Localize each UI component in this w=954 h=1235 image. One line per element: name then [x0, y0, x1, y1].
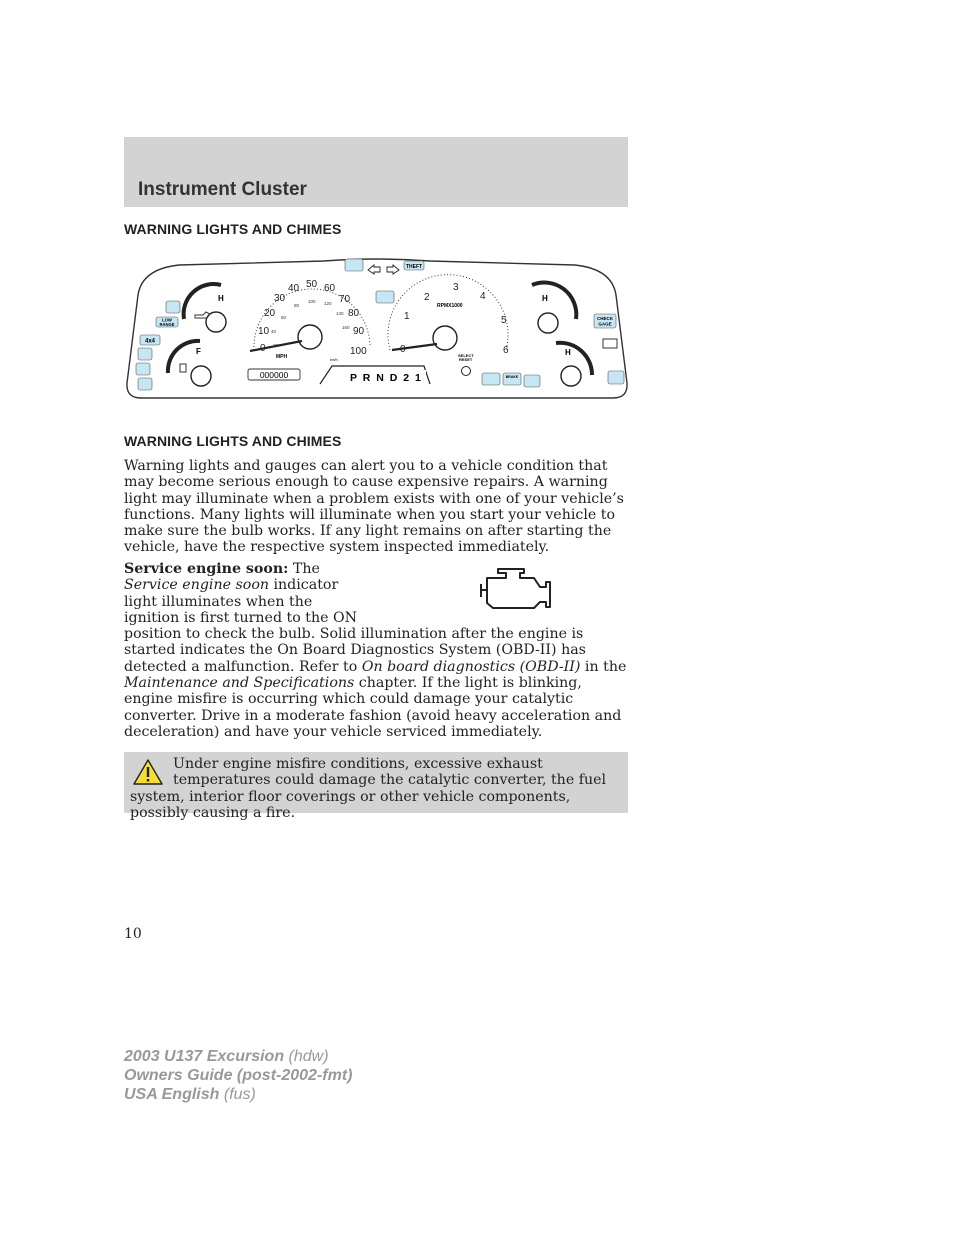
reset-label: RESET [459, 357, 473, 362]
page-title: Instrument Cluster [138, 179, 307, 200]
rpm-2: 2 [424, 292, 430, 303]
right-lower-hot-label: H [565, 348, 571, 357]
speed-70: 70 [339, 294, 351, 305]
rpm-3: 3 [453, 282, 459, 293]
intro-paragraph: Warning lights and gauges can alert you to a vehicle condition that may become serious enough to cause expensive repairs. A warning light may illuminate when a problem exists with one of your vehicle’s functions. Many lights will illuminate when you start your vehicle to make sure the bulb works. If any light remains on after starting the vehicle, have the respective system inspected immediately. [124, 458, 624, 556]
rpm-4: 4 [480, 291, 486, 302]
rpm-6: 6 [503, 345, 509, 356]
oil-can-icon [195, 312, 210, 318]
kmh-120: 120 [324, 301, 332, 306]
kmh-160: 160 [342, 325, 350, 330]
service-engine-paragraph [124, 561, 628, 740]
fuel-gauge [184, 284, 226, 332]
kmh-60: 60 [281, 315, 287, 320]
instrument-cluster-illustration [124, 255, 630, 403]
figure-heading: WARNING LIGHTS AND CHIMES [124, 221, 342, 237]
mph-unit: MPH [276, 354, 288, 360]
select-label: SELECT [458, 353, 474, 358]
warning-text [130, 756, 622, 821]
italic-run: On board diagnostics (OBD-II) [361, 658, 581, 675]
italic-run: Service engine soon [124, 577, 269, 594]
fuel-full-label: F [196, 347, 201, 356]
kmh-80: 80 [294, 303, 300, 308]
footer-line2: Owners Guide (post-2002-fmt) [124, 1067, 353, 1084]
rpm-0: 0 [400, 344, 406, 355]
left-indicator-column [136, 301, 180, 390]
text-run: The [288, 561, 320, 577]
speed-20: 20 [264, 308, 276, 319]
odometer [248, 369, 300, 380]
rpm-5: 5 [501, 315, 507, 326]
odometer-value: 000000 [259, 370, 289, 380]
text-run: indicator light illuminates when the ignition is first turned to the ON position to check the bulb. Solid illumination after the engine is started indicates the On Board Diagnostics System (OBD-II) has detected a malfunction. Refer to [124, 577, 586, 675]
4x4-label: 4x4 [144, 338, 156, 345]
speed-0: 0 [260, 343, 266, 354]
kmh-unit: km/h [330, 358, 338, 362]
text-run: in the [580, 658, 627, 675]
speed-10: 10 [258, 326, 270, 337]
warning-message: Under engine misfire conditions, excessive exhaust temperatures could damage the catalytic converter, the fuel system, interior floor coverings or other vehicle components, possibly causing a fire. [130, 756, 607, 821]
text-run: chapter. If the light is blinking, engine misfire is occurring which could damage your catalytic converter. Drive in a moderate fashion (avoid heavy acceleration and deceleration) and have your vehicle serviced immediately. [124, 675, 622, 740]
top-indicator-row [345, 259, 424, 303]
footer [124, 1047, 352, 1104]
warning-box [124, 752, 628, 821]
footer-line1: 2003 U137 Excursion [124, 1048, 285, 1065]
kmh-40: 40 [271, 329, 277, 334]
fuel-pump-icon [180, 364, 186, 372]
rpm-1: 1 [404, 311, 410, 322]
bottom-right-indicators [482, 373, 540, 387]
kmh-20: 20 [273, 343, 279, 348]
turn-arrow-icon [387, 265, 399, 274]
italic-run: Maintenance and Specifications [124, 675, 355, 692]
low-range-label-1: LOW [162, 317, 172, 323]
tachometer [388, 275, 509, 376]
temp-hot-label: H [218, 294, 224, 303]
speed-60: 60 [324, 283, 336, 294]
speed-50: 50 [306, 279, 318, 290]
header-band [124, 137, 628, 207]
right-hot-label: H [542, 294, 548, 303]
kmh-100: 100 [308, 299, 316, 304]
right-lower-gauge [556, 339, 624, 386]
speed-40: 40 [288, 283, 300, 294]
footer-line1-code: (hdw) [288, 1048, 329, 1065]
footer-line3-code: (fus) [223, 1086, 256, 1103]
battery-icon [603, 339, 617, 348]
speed-30: 30 [274, 293, 286, 304]
select-reset-button [462, 367, 471, 376]
brake-label: BRAKE [505, 375, 519, 379]
right-upper-gauge [532, 283, 616, 333]
service-engine-label: Service engine soon: [124, 561, 289, 577]
section-heading: WARNING LIGHTS AND CHIMES [124, 433, 342, 449]
speedometer [250, 279, 370, 362]
low-range-label-2: RANGE [159, 322, 175, 327]
theft-label: THEFT [405, 264, 423, 270]
page-number: 10 [124, 926, 142, 942]
kmh-140: 140 [336, 311, 344, 316]
rpm-label: RPMX1000 [437, 303, 463, 309]
gear-selector [320, 366, 430, 384]
speed-100: 100 [350, 346, 367, 357]
gage-label: GAGE [598, 321, 612, 327]
footer-line3: USA English [124, 1086, 220, 1103]
turn-arrow-icon [368, 265, 380, 274]
speed-80: 80 [348, 308, 360, 319]
gear-indicator: P R N D 2 1 [350, 372, 423, 384]
speed-90: 90 [353, 326, 365, 337]
temp-gauge [168, 341, 211, 386]
check-label: CHECK [596, 316, 614, 321]
